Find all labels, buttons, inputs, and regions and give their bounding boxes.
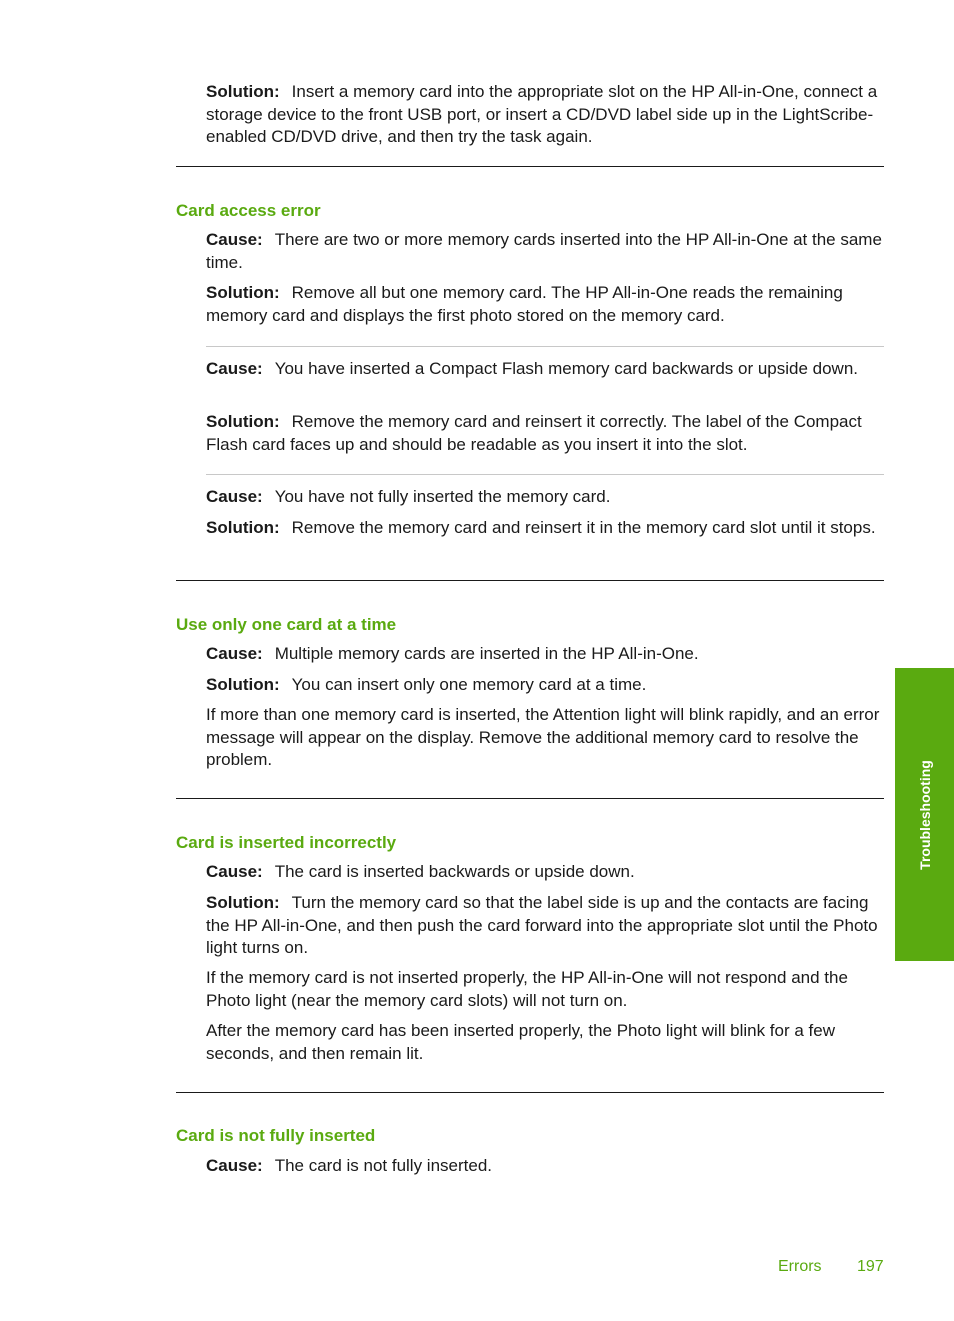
cause-label: Cause: [206,359,263,378]
paragraph: If the memory card is not inserted properly, the HP All-in-One will not respond and the Photo light (near the memory card slots) will not turn on. [206,968,848,1010]
cause-label: Cause: [206,1156,263,1175]
cause-text: You have inserted a Compact Flash memory card backwards or upside down. [274,359,859,378]
cause-label: Cause: [206,644,263,663]
cause [206,643,886,666]
cause-label: Cause: [206,230,263,249]
solution-text: Turn the memory card so that the label side is up and the contacts are facing the HP All-in-One, and then push the card forward into the appropriate slot until the Photo light turns on. [206,893,878,957]
heading-card-access-error: Card access error [176,201,321,220]
solution-text: Remove all but one memory card. The HP All-in-One reads the remaining memory card and displays the first photo stored on the memory card. [206,283,843,325]
cause-1 [206,229,886,274]
footer-section: Errors [778,1258,822,1275]
section-divider [176,166,884,167]
cause-label: Cause: [206,862,263,881]
solution-2 [206,411,886,456]
solution-text: Remove the memory card and reinsert it correctly. The label of the Compact Flash card faces up and should be readable as you insert it into the slot. [206,412,862,454]
solution-1 [206,282,886,327]
heading-not-fully-inserted: Card is not fully inserted [176,1126,376,1145]
solution-text: Remove the memory card and reinsert it in the memory card slot until it stops. [291,518,876,537]
solution-label: Solution: [206,518,280,537]
page-number: 197 [857,1258,884,1275]
top-solution [206,81,886,149]
paragraph: If more than one memory card is inserted, the Attention light will blink rapidly, and an error message will appear on the display. Remove the additional memory card to resolve the problem. [206,705,880,769]
side-tab-label: Troubleshooting [916,759,933,870]
cause [206,1155,886,1178]
paragraph: After the memory card has been inserted properly, the Photo light will blink for a few seconds, and then remain lit. [206,1021,835,1063]
solution-label: Solution: [206,82,280,101]
solution-label: Solution: [206,675,280,694]
solution-label: Solution: [206,283,280,302]
inner-divider [206,346,884,347]
solution-label: Solution: [206,412,280,431]
heading-inserted-incorrectly: Card is inserted incorrectly [176,833,397,852]
cause-text: You have not fully inserted the memory card. [274,487,611,506]
cause-2 [206,358,886,381]
heading-use-one-card: Use only one card at a time [176,615,397,634]
cause-text: Multiple memory cards are inserted in the HP All-in-One. [274,644,699,663]
section-divider [176,1092,884,1093]
solution-label: Solution: [206,893,280,912]
inner-divider [206,474,884,475]
solution-3 [206,517,886,540]
section-divider [176,580,884,581]
solution-text: You can insert only one memory card at a time. [291,675,647,694]
solution [206,892,886,960]
solution [206,674,886,697]
cause-text: The card is inserted backwards or upside down. [274,862,635,881]
cause [206,861,886,884]
cause-text: The card is not fully inserted. [274,1156,493,1175]
solution-text: Insert a memory card into the appropriate slot on the HP All-in-One, connect a storage device to the front USB port, or insert a CD/DVD label side up in the LightScribe-enabled CD/DVD drive, and then try the task again. [206,82,878,146]
cause-label: Cause: [206,487,263,506]
cause-3 [206,486,886,509]
section-divider [176,798,884,799]
cause-text: There are two or more memory cards inserted into the HP All-in-One at the same time. [206,230,882,272]
side-tab [895,668,954,961]
